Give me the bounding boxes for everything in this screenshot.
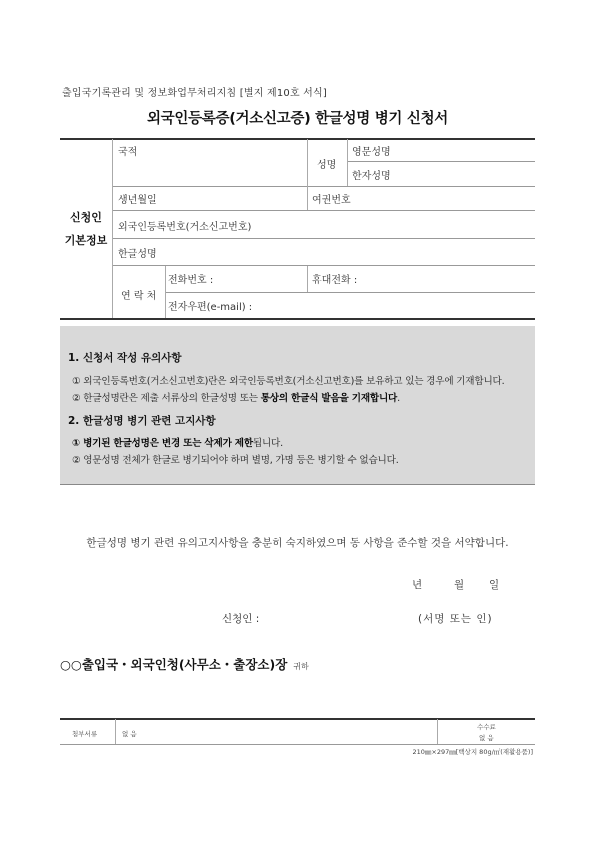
attachments-value: 없 음 bbox=[122, 730, 137, 738]
divider bbox=[60, 718, 535, 720]
divider bbox=[347, 139, 348, 186]
korean-name-field[interactable]: 한글성명 bbox=[118, 249, 157, 260]
mobile-field[interactable]: 휴대전화 : bbox=[312, 275, 358, 286]
pledge-statement: 한글성명 병기 관련 유의고지사항을 충분히 숙지하였으며 동 사항을 준수할 것을 서약합니다. bbox=[86, 537, 509, 549]
notice-box bbox=[60, 326, 535, 485]
addressee-suffix: 귀하 bbox=[293, 662, 309, 671]
signature-field[interactable]: (서명 또는 인) bbox=[418, 613, 493, 625]
table-bottom-border bbox=[60, 318, 535, 320]
applicant-signature-label: 신청인 : bbox=[222, 613, 260, 625]
applicant-basic-info-label: 신청인 기본정보 bbox=[64, 211, 108, 247]
divider bbox=[60, 744, 535, 745]
divider bbox=[437, 719, 438, 744]
divider bbox=[112, 238, 535, 239]
passport-number-field[interactable]: 여권번호 bbox=[312, 195, 351, 206]
name-label: 성명 bbox=[317, 160, 337, 171]
nationality-field[interactable]: 국적 bbox=[118, 147, 138, 158]
paper-spec: 210㎜×297㎜[백상지 80g/㎡(재활용품)] bbox=[412, 748, 533, 756]
attachments-label: 첨부서류 bbox=[72, 730, 98, 738]
divider bbox=[112, 186, 535, 187]
notice-item: ② 한글성명란은 제출 서류상의 한글성명 또는 통상의 한글식 발음을 기재합니다. bbox=[72, 393, 400, 404]
regulation-reference: 출입국기록관리 및 정보화업무처리지침 [별지 제10호 서식] bbox=[62, 88, 328, 99]
fee-value: 없 음 bbox=[479, 734, 494, 742]
notice-item: ① 외국인등록번호(거소신고번호)란은 외국인등록번호(거소신고번호)를 보유하고 있는 경우에 기재합니다. bbox=[72, 376, 505, 387]
addressee: ○○출입국・외국인청(사무소・출장소)장 귀하 bbox=[60, 657, 309, 672]
registration-number-field[interactable]: 외국인등록번호(거소신고번호) bbox=[118, 222, 252, 233]
date-day-label: 일 bbox=[489, 579, 500, 591]
notice-section-1-title: 1. 신청서 작성 유의사항 bbox=[68, 352, 182, 364]
divider bbox=[112, 139, 113, 318]
english-name-field[interactable]: 영문성명 bbox=[352, 147, 391, 158]
divider bbox=[347, 161, 535, 162]
divider bbox=[112, 265, 535, 266]
email-field[interactable]: 전자우편(e-mail) : bbox=[168, 302, 253, 313]
chinese-name-field[interactable]: 한자성명 bbox=[352, 171, 391, 182]
divider bbox=[165, 292, 535, 293]
form-title: 외국인등록증(거소신고증) 한글성명 병기 신청서 bbox=[146, 111, 449, 127]
fee-label: 수수료 bbox=[477, 723, 496, 731]
divider bbox=[307, 266, 308, 292]
divider bbox=[165, 266, 166, 318]
birth-date-field[interactable]: 생년월일 bbox=[118, 195, 157, 206]
notice-item: ② 영문성명 전체가 한글로 병기되어야 하며 별명, 가명 등은 병기할 수 없습니다. bbox=[72, 455, 399, 466]
table-top-border bbox=[60, 138, 535, 140]
divider bbox=[307, 139, 308, 210]
date-year-label: 년 bbox=[412, 579, 423, 591]
divider bbox=[112, 210, 535, 211]
phone-field[interactable]: 전화번호 : bbox=[168, 275, 214, 286]
notice-item: ① 병기된 한글성명은 변경 또는 삭제가 제한됩니다. bbox=[72, 438, 283, 449]
divider bbox=[115, 719, 116, 744]
notice-section-2-title: 2. 한글성명 병기 관련 고지사항 bbox=[68, 415, 216, 427]
date-month-label: 월 bbox=[454, 579, 465, 591]
contact-label: 연 락 처 bbox=[121, 291, 157, 302]
